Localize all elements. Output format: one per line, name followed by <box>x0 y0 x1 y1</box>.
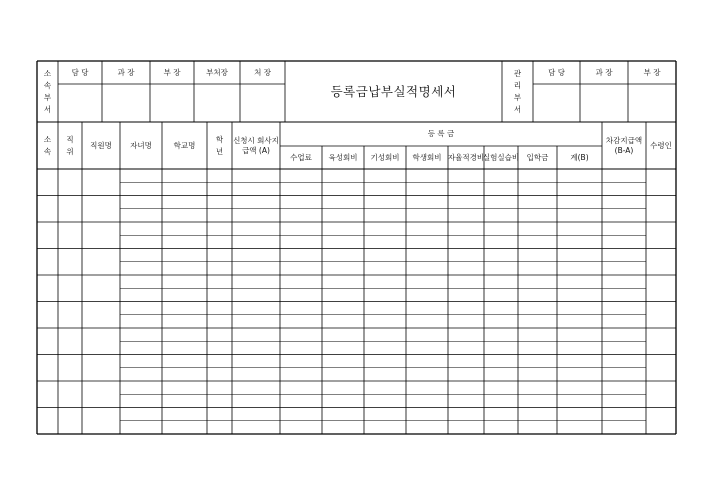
header-tuition-fee: 수업료 <box>290 152 312 162</box>
header-total-b: 계(B) <box>570 152 589 162</box>
management-dept-label: 관 리 부 서 <box>513 68 522 114</box>
header-admission-fee: 입학금 <box>526 152 549 162</box>
header-tuition-group: 등 록 금 <box>427 129 455 139</box>
header-voluntary-expense: 자율적경비 <box>447 152 485 162</box>
form-title: 등록금납부실적명세서 <box>330 83 457 99</box>
header-applied-company-amount: 신청시 회사지급액 (A) <box>233 136 279 155</box>
mgmt-role-section-chief: 과 장 <box>595 67 613 77</box>
header-supporters-fee: 기성회비 <box>370 152 400 162</box>
header-affiliation: 소 속 <box>43 134 52 156</box>
approval-role-staff: 담 당 <box>71 67 89 77</box>
mgmt-role-staff: 담 당 <box>548 67 565 77</box>
mgmt-role-department-head: 부 장 <box>643 67 661 77</box>
header-difference-amount: 차감지급액 (B-A) <box>605 136 643 155</box>
header-development-fee: 육성회비 <box>328 152 358 162</box>
approval-role-deputy-director: 부처장 <box>206 67 228 77</box>
header-child-name: 자녀명 <box>130 140 152 150</box>
header-lab-practice-fee: 실험실습비 <box>482 152 520 162</box>
approval-role-department-head: 부 장 <box>163 67 181 77</box>
header-employee-name: 직원명 <box>90 140 112 150</box>
approval-role-director: 처 장 <box>254 67 271 77</box>
affiliation-dept-label: 소 속 부 서 <box>43 68 52 114</box>
header-school-name: 학교명 <box>173 140 196 150</box>
header-grade: 학 년 <box>215 134 224 156</box>
header-position: 직 위 <box>66 134 74 156</box>
header-student-council-fee: 학생회비 <box>412 152 442 162</box>
approval-role-section-chief: 과 장 <box>117 67 135 77</box>
header-recipient: 수령인 <box>650 140 672 150</box>
